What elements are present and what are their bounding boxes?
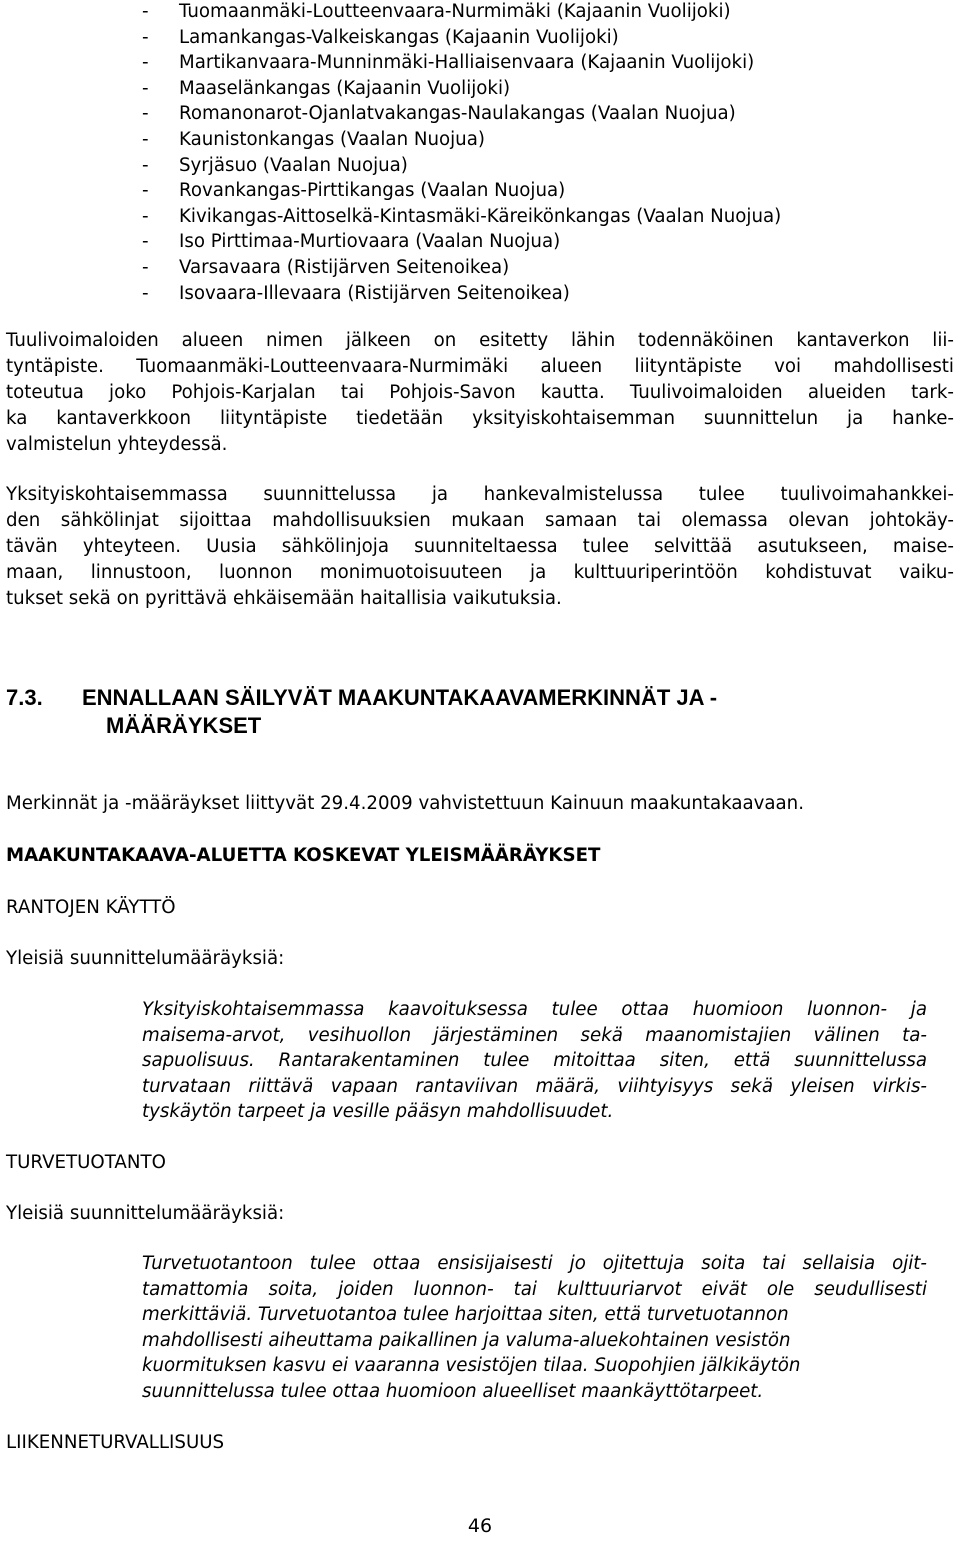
list-item-text: Isovaara-Illevaara (Ristijärven Seitenoikea)	[179, 282, 570, 304]
list-item	[142, 281, 952, 307]
provision-line: tamattomia soita, joiden luonnon- tai kulttuuriarvot eivät ole seudullisesti	[142, 1278, 927, 1300]
list-item-text: Romanonarot-Ojanlatvakangas-Naulakangas (Vaalan Nuojua)	[179, 103, 736, 125]
list-dash: -	[142, 154, 149, 176]
provision-line: mahdollisesti aiheuttama paikallinen ja valuma-aluekohtainen vesistön	[142, 1329, 791, 1351]
shore-use-label: Yleisiä suunnittelumääräyksiä:	[6, 948, 285, 969]
section-title-line: ENNALLAAN SÄILYVÄT MAAKUNTAKAAVAMERKINNÄT JA -	[82, 685, 718, 710]
paragraph-line: Yksityiskohtaisemmassa suunnittelussa ja hankevalmistelussa tulee tuulivoimahankkei-	[6, 484, 954, 505]
list-item	[142, 127, 952, 153]
intro-line: Merkinnät ja -määräykset liittyvät 29.4.2009 vahvistettuun Kainuun maakuntakaavaan.	[6, 793, 804, 814]
list-dash: -	[142, 231, 149, 253]
provision-line: Yksityiskohtaisemmassa kaavoituksessa tulee ottaa huomioon luonnon- ja	[142, 999, 927, 1020]
paragraph-line: tävän yhteyteen. Uusia sähkölinjoja suunniteltaessa tulee selvittää asutukseen, maise-	[6, 536, 954, 557]
provision-line: tyskäytön tarpeet ja vesille pääsyn mahdollisuudet.	[142, 1101, 614, 1123]
provision-line: suunnittelussa tulee ottaa huomioon alueelliset maankäyttötarpeet.	[142, 1380, 764, 1402]
list-item-text: Rovankangas-Pirttikangas (Vaalan Nuojua)	[179, 180, 566, 202]
list-item-text: Lamankangas-Valkeiskangas (Kajaanin Vuolijoki)	[179, 26, 619, 48]
provision-line: turvataan riittävä vapaan rantaviivan määrä, viihtyisyys sekä yleisen virkis-	[142, 1075, 927, 1097]
list-dash: -	[142, 180, 149, 202]
power-lines-paragraph	[6, 482, 954, 612]
paragraph-line: tukset sekä on pyrittävä ehkäisemään haitallisia vaikutuksia.	[6, 588, 562, 609]
paragraph-line: den sähkölinjat sijoittaa mahdollisuuksien mukaan samaan tai olemassa olevan johtokäy-	[6, 510, 954, 531]
list-dash: -	[142, 77, 149, 99]
list-item-text: Maaselänkangas (Kajaanin Vuolijoki)	[179, 77, 511, 99]
shore-use-provisions	[142, 997, 927, 1125]
list-dash: -	[142, 1, 149, 22]
traffic-safety-heading: LIIKENNETURVALLISUUS	[6, 1432, 225, 1453]
provision-line: sapuolisuus. Rantarakentaminen tulee mitoittaa siten, että suunnittelussa	[142, 1050, 927, 1072]
list-item-text: Syrjäsuo (Vaalan Nuojua)	[179, 154, 408, 176]
general-provisions-heading: MAAKUNTAKAAVA-ALUETTA KOSKEVAT YLEISMÄÄRÄYKSET	[6, 845, 601, 866]
list-item	[142, 76, 952, 102]
peat-production-heading: TURVETUOTANTO	[6, 1152, 166, 1173]
section-title-line: MÄÄRÄYKSET	[106, 713, 262, 738]
list-item	[142, 0, 952, 25]
provision-line: Turvetuotantoon tulee ottaa ensisijaisesti jo ojitettuja soita tai sellaisia ojit-	[142, 1253, 927, 1274]
list-item-text: Varsavaara (Ristijärven Seitenoikea)	[179, 256, 510, 278]
provision-line: maisema-arvot, vesihuollon järjestäminen sekä maanomistajien välinen ta-	[142, 1024, 927, 1046]
list-item	[142, 204, 952, 230]
list-item-text: Kivikangas-Aittoselkä-Kintasmäki-Käreikönkangas (Vaalan Nuojua)	[179, 205, 782, 227]
list-item	[142, 229, 952, 255]
section-title	[82, 684, 717, 740]
provision-line: merkittäviä. Turvetuotantoa tulee harjoittaa siten, että turvetuotannon	[142, 1304, 789, 1326]
list-item-text: Kaunistonkangas (Vaalan Nuojua)	[179, 128, 485, 150]
list-item-text: Iso Pirttimaa-Murtiovaara (Vaalan Nuojua)	[179, 231, 561, 253]
shore-use-heading: RANTOJEN KÄYTTÖ	[6, 897, 176, 918]
peat-production-label: Yleisiä suunnittelumääräyksiä:	[6, 1203, 285, 1224]
paragraph-line: tyntäpiste. Tuomaanmäki-Loutteenvaara-Nurmimäki alueen liityntäpiste voi mahdollisesti	[6, 356, 954, 377]
list-item	[142, 178, 952, 204]
paragraph-line: toteutua joko Pohjois-Karjalan tai Pohjois-Savon kautta. Tuulivoimaloiden alueiden tark-	[6, 382, 954, 403]
list-item	[142, 153, 952, 179]
list-item-text: Tuomaanmäki-Loutteenvaara-Nurmimäki (Kajaanin Vuolijoki)	[179, 1, 731, 22]
connection-point-paragraph	[6, 328, 954, 458]
list-item-text: Martikanvaara-Munninmäki-Halliaisenvaara (Kajaanin Vuolijoki)	[179, 52, 755, 74]
paragraph-line: ka kantaverkkoon liityntäpiste tiedetään yksityiskohtaisemman suunnittelun ja hanke-	[6, 408, 954, 429]
list-dash: -	[142, 282, 149, 304]
peat-production-provisions	[142, 1251, 927, 1405]
list-item	[142, 101, 952, 127]
paragraph-line: maan, linnustoon, luonnon monimuotoisuuteen ja kulttuuriperintöön kohdistuvat vaiku-	[6, 562, 954, 583]
provision-line: kuormituksen kasvu ei vaaranna vesistöjen tilaa. Suopohjien jälkikäytön	[142, 1355, 801, 1377]
list-dash: -	[142, 256, 149, 278]
wind-farm-area-list	[142, 0, 952, 306]
list-dash: -	[142, 103, 149, 125]
list-item	[142, 50, 952, 76]
list-item	[142, 255, 952, 281]
list-dash: -	[142, 52, 149, 74]
paragraph-line: valmistelun yhteydessä.	[6, 434, 228, 455]
page-number: 46	[467, 1515, 493, 1537]
list-dash: -	[142, 205, 149, 227]
section-number: 7.3.	[6, 685, 43, 710]
paragraph-line: Tuulivoimaloiden alueen nimen jälkeen on esitetty lähin todennäköinen kantaverkon lii-	[6, 330, 954, 351]
list-dash: -	[142, 128, 149, 150]
list-item	[142, 25, 952, 51]
list-dash: -	[142, 26, 149, 48]
